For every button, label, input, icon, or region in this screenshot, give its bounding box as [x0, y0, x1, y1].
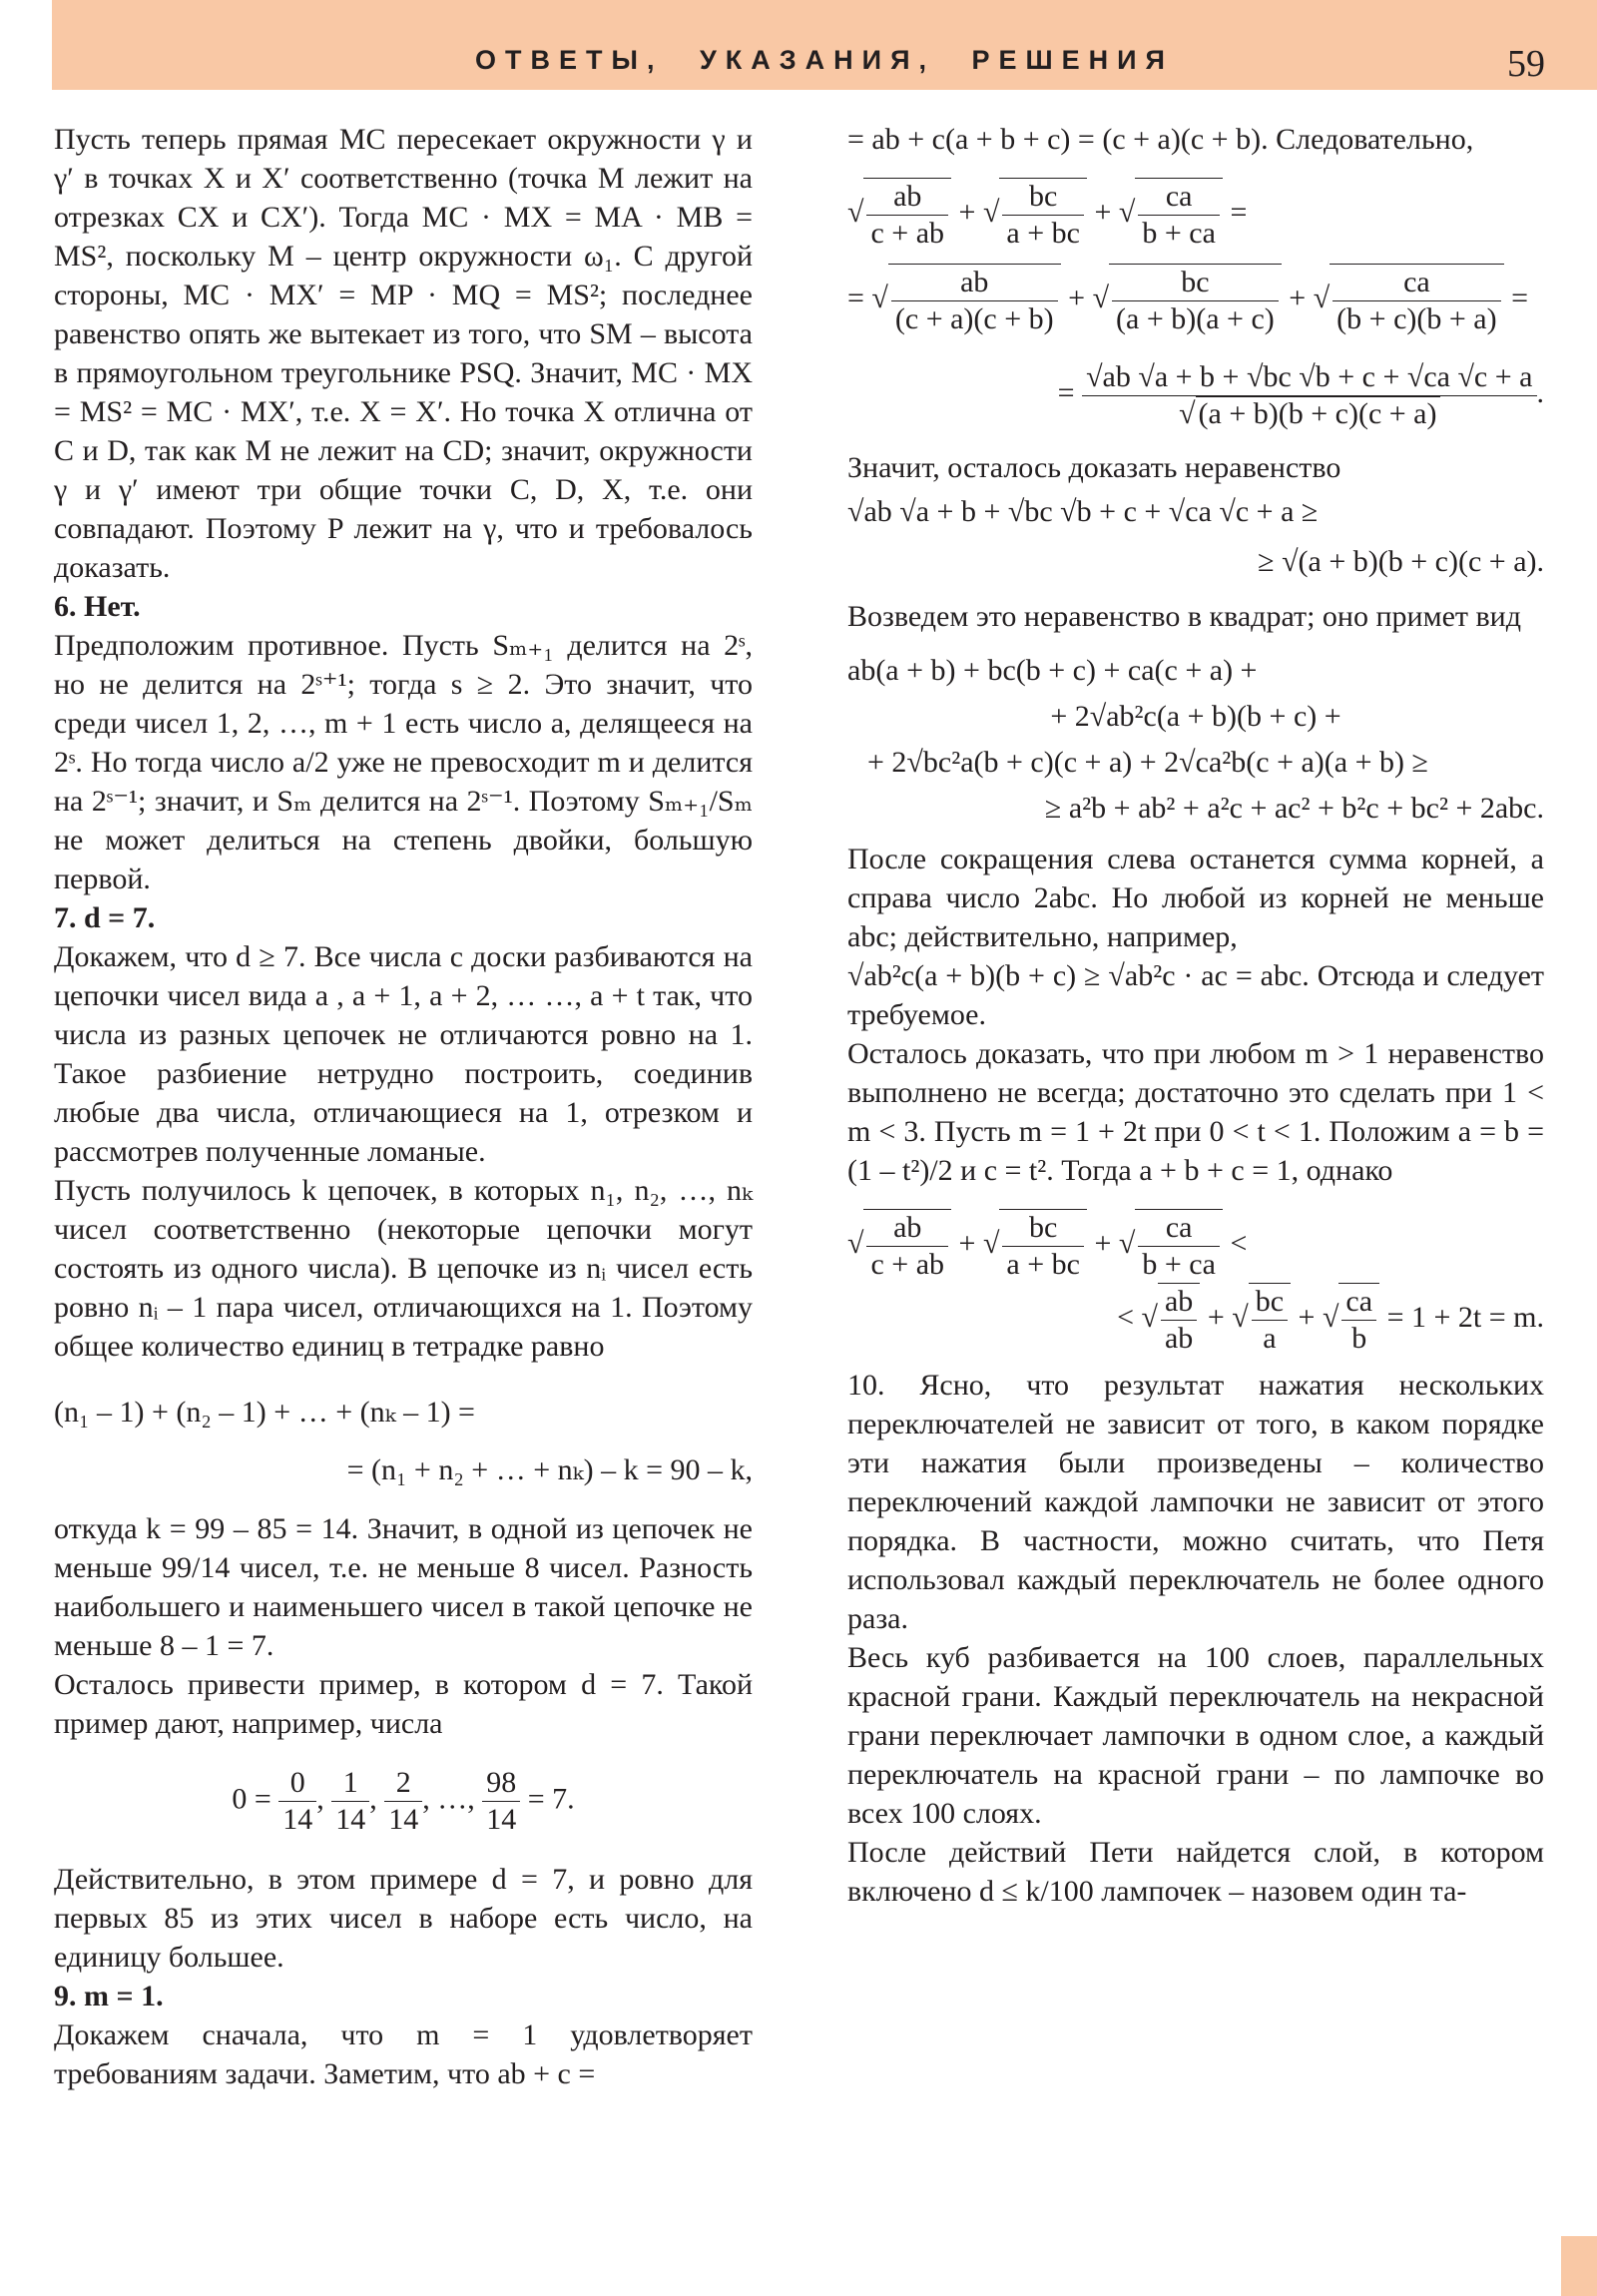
equation-line: ≥ √(a + b)(b + c)(c + a).	[1258, 545, 1544, 578]
header-title: ОТВЕТЫ, УКАЗАНИЯ, РЕШЕНИЯ	[475, 45, 1174, 75]
left-column	[54, 120, 753, 2093]
equation-line: = $\frac{√ab √a + b + √bc √b + c + √ca √c + a}{√ (a + b)(b + c)(c + a)}$ .	[1057, 359, 1544, 430]
paragraph: 10. Ясно, что результат нажатия нескольких переключателей не зависит от того, в каком порядке эти нажатия были произведены – количество переключений каждой лампочки не зависит от этого порядка. В частности, можно считать, что Петя использовал каждый переключатель не более одного раза.	[847, 1369, 1544, 1635]
paragraph: откуда k = 99 – 85 = 14. Значит, в одной из цепочек не меньше 99/14 чисел, т.е. не меньше 8 чисел. Разность наибольшего и наименьшего чисел в такой цепочке не меньше 8 – 1 = 7.	[54, 1512, 753, 1662]
equation-line: (n₁ – 1) + (n₂ – 1) + … + (nₖ – 1) =	[54, 1396, 475, 1429]
equation-line: √ $\frac{ab}{c + ab}$ + √ $\frac{bc}{a + bc}$ + √ $\frac{ca}{b + ca}$ <	[847, 1211, 1248, 1282]
paragraph: Действительно, в этом примере d = 7, и ровно для первых 85 из этих чисел в наборе есть число, на единицу большее.	[54, 1863, 753, 1974]
equation-line: + 2√ab²c(a + b)(b + c) +	[1050, 700, 1341, 733]
equation-line: = (n₁ + n₂ + … + nₖ) – k = 90 – k,	[346, 1453, 753, 1486]
paragraph: Пусть получилось k цепочек, в которых n₁, n₂, …, nₖ чисел соответственно (некоторые цепочки могут состоять из одного числа). В цепочке из nᵢ чисел есть ровно nᵢ – 1 пара чисел, отличающихся на 1. Поэтому общее количество единиц в тетрадке равно	[54, 1174, 753, 1363]
equation-block	[847, 1208, 1544, 1356]
paragraph: √ab²c(a + b)(b + c) ≥ √ab²c · ac = abc. Отсюда и следует требуемое.	[847, 959, 1544, 1031]
fraction: $\frac{2}{14}$	[384, 1765, 422, 1838]
equation-block	[847, 648, 1544, 832]
paragraph: Осталось привести пример, в котором d = 7. Такой пример дают, например, числа	[54, 1668, 753, 1740]
page-number: 59	[1507, 43, 1545, 85]
right-column	[847, 120, 1544, 1911]
answer-heading: 6. Нет.	[54, 590, 141, 623]
sequence-formula: 0 = $\frac{0}{14}$ , $\frac{1}{14}$ , $\frac{2}{14}$ , …, $\frac{98}{14}$ = 7.	[232, 1766, 575, 1836]
paragraph: Осталось доказать, что при любом m > 1 неравенство выполнено не всегда; достаточно это сделать при 1 < m < 3. Пусть m = 1 + 2t при 0 < t < 1. Положим a = b = (1 – t²)/2 и c = t². Тогда a + b + c = 1, однако	[847, 1037, 1544, 1187]
fraction: $\frac{1}{14}$	[331, 1765, 369, 1838]
paragraph: После сокращения слева останется сумма корней, а справа число 2abc. Но любой из корней не меньше abc; действительно, например,	[847, 843, 1544, 953]
paragraph: Значит, осталось доказать неравенство	[847, 451, 1341, 484]
equation-line: √ $\frac{ab}{c + ab}$ + √ $\frac{bc}{a + bc}$ + √ $\frac{ca}{b + ca}$ =	[847, 180, 1248, 251]
equation-line: < √ $\frac{ab}{ab}$ + √ $\frac{bc}{a}$ + √ $\frac{ca}{b}$ = 1 + 2t = m.	[1117, 1285, 1544, 1356]
page-corner-tab	[1561, 2236, 1597, 2296]
paragraph: Докажем сначала, что m = 1 удовлетворяет требованиям задачи. Заметим, что ab + c =	[54, 2018, 753, 2090]
paragraph: После действий Пети найдется слой, в котором включено d ≤ k/100 лампочек – назовем один та-	[847, 1836, 1544, 1908]
paragraph: Весь куб разбивается на 100 слоев, параллельных красной грани. Каждый переключатель на некрасной грани переключает лампочки в одном слое, а каждый переключатель на красной грани – по лампочке во всех 100 слоях.	[847, 1641, 1544, 1830]
paragraph: Пусть теперь прямая MC пересекает окружности γ и γ′ в точках X и X′ соответственно (точка M лежит на отрезках CX и CX′). Тогда MC · MX = MA · MB = MS², поскольку M – центр окружности ω₁. С другой стороны, MC · MX′ = MP · MQ = MS²; последнее равенство опять же вытекает из того, что SM – высота в прямоугольном треугольнике PSQ. Значит, MC · MX = MS² = MC · MX′, т.е. X = X′. Но точка X отлична от C и D, так как M не лежит на CD; значит, окружности γ и γ′ имеют три общие точки C, D, X, т.е. они совпадают. Поэтому P лежит на γ, что и требовалось доказать.	[54, 123, 753, 584]
equation-line: + 2√bc²a(b + c)(c + a) + 2√ca²b(c + a)(a + b) ≥	[867, 746, 1428, 779]
equation-line: ≥ a²b + ab² + a²c + ac² + b²c + bc² + 2abc.	[1044, 792, 1544, 825]
paragraph: Докажем, что d ≥ 7. Все числа с доски разбиваются на цепочки чисел вида a , a + 1, a + 2, … …, a + t так, что числа из разных цепочек не отличаются ровно на 1. Такое разбиение нетрудно построить, соединив любые два числа, отличающиеся на 1, отрезком и рассмотрев полученные ломаные.	[54, 940, 753, 1168]
answer-heading: 7. d = 7.	[54, 901, 156, 934]
equation-line: ab(a + b) + bc(b + c) + ca(c + a) +	[847, 654, 1258, 687]
paragraph: Возведем это неравенство в квадрат; оно примет вид	[847, 600, 1521, 633]
equation-line: = √ $\frac{ab}{(c + a)(c + b)}$ + √ $\frac{bc}{(a + b)(a + c)}$ + √ $\frac{ca}{(b + c)(b + a)}$ =	[847, 266, 1529, 336]
equation-block	[54, 1384, 753, 1499]
equation-line: √ab √a + b + √bc √b + c + √ca √c + a ≥	[847, 495, 1319, 528]
fraction: $\frac{0}{14}$	[278, 1765, 316, 1838]
paragraph: = ab + c(a + b + c) = (c + a)(c + b). Следовательно,	[847, 123, 1474, 156]
fraction: $\frac{98}{14}$	[482, 1765, 520, 1838]
paragraph: Предположим противное. Пусть Sₘ₊₁ делится на 2ˢ, но не делится на 2ˢ⁺¹; тогда s ≥ 2. Это значит, что среди чисел 1, 2, …, m + 1 есть число a, делящееся на 2ˢ. Но тогда число a/2 уже не превосходит m и делится на 2ˢ⁻¹; значит, и Sₘ делится на 2ˢ⁻¹. Поэтому Sₘ₊₁/Sₘ не может делиться на степень двойки, большую первой.	[54, 629, 753, 895]
running-header	[52, 0, 1597, 90]
answer-heading: 9. m = 1.	[54, 1980, 164, 2012]
equation-block	[847, 177, 1544, 438]
